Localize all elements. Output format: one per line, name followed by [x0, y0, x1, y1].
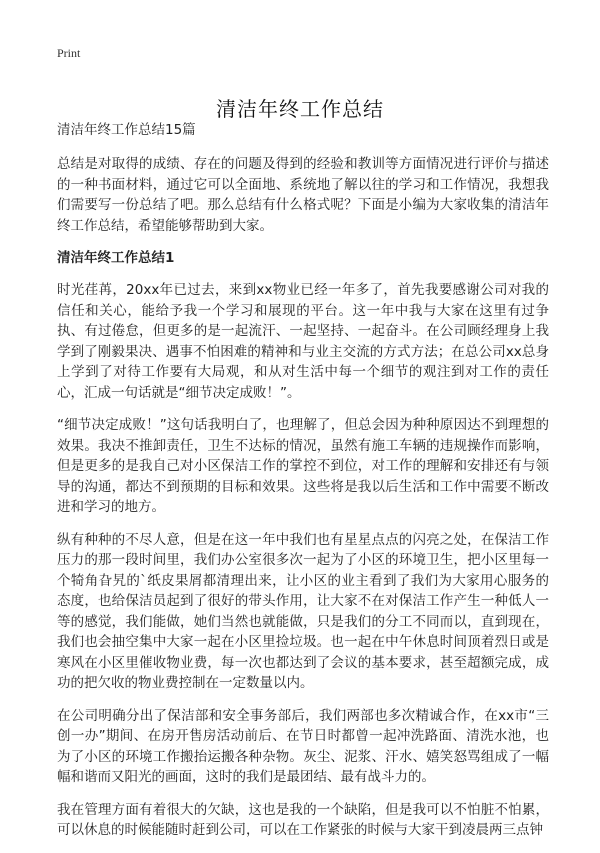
body-paragraph: 我在管理方面有着很大的欠缺，这也是我的一个缺陷，但是我可以不怕脏不怕累，可以休息的时候能随时赶到公司，可以在工作紧张的时候与大家干到凌晨两三点钟 [57, 801, 549, 838]
intro-paragraph: 总结是对取得的成绩、存在的问题及得到的经验和教训等方面情况进行评价与描述的一种书面材料，通过它可以全面地、系统地了解以往的学习和工作情况，我想我们需要写一份总结了吧。那么总结有什么格式呢？下面是小编为大家收集的清洁年终工作总结，希望能够帮助到大家。 [57, 156, 549, 234]
body-paragraph: 时光荏苒，20xx年已过去，来到xx物业已经一年多了，首先我要感谢公司对我的信任和关心，能给予我一个学习和展现的平台。这一年中我与大家在这里有过争执、有过倦怠，但更多的是一起流汗、一起坚持、一起奋斗。在公司顾经理身上我学到了刚毅果决、遇事不怕困难的精神和与业主交流的方式方法；在总公司xx总身上学到了对待工作要有大局观，和从对生活中每一个细节的观注到对工作的责任心，汇成一句话就是“细节决定成败！”。 [57, 282, 549, 401]
body-paragraph: “细节决定成败！”这句话我明白了，也理解了，但总会因为种种原因达不到理想的效果。我决不推卸责任，卫生不达标的情况，虽然有施工车辆的违规操作而影响，但是更多的是我自己对小区保洁工作的掌控不到位，对工作的理解和安排还有与领导的沟通，都达不到预期的目标和效果。这些将是我以后生活和工作中需要不断改进和学习的地方。 [57, 417, 549, 515]
body-paragraph: 纵有种种的不尽人意，但是在这一年中我们也有星星点点的闪亮之处，在保洁工作压力的那一段时间里，我们办公室很多次一起为了小区的环境卫生，把小区里每一个犄角旮旯的`纸皮果屑都清理出来，让小区的业主看到了我们为大家用心服务的态度，也给保洁员起到了很好的带头作用，让大家不在对保洁工作产生一种低人一等的感觉，我们能做，她们当然也就能做，只是我们的分工不同而以，直到现在，我们也会抽空集中大家一起在小区里捡垃圾。也一起在中午休息时间顶着烈日或是寒风在小区里催收物业费，每一次也都达到了会议的基本要求，甚至超额完成，成功的把欠收的物业费控制在一定数量以内。 [57, 531, 549, 691]
document-subtitle: 清洁年终工作总结15篇 [57, 122, 196, 138]
print-link[interactable]: Print [57, 46, 81, 60]
section-heading: 清洁年终工作总结1 [57, 250, 175, 266]
document-body [57, 120, 549, 853]
document-title: 清洁年终工作总结 [216, 97, 384, 122]
body-paragraph: 在公司明确分出了保洁部和安全事务部后，我们两部也多次精诚合作，在xx市“三创一办”期间、在房开售房活动前后、在节日时都曾一起冲洗路面、清洗水池，也为了小区的环境工作搬抬运搬各种杂物。灰尘、泥浆、汗水、嬉笑怒骂组成了一幅幅和谐而又阳光的画面，这时的我们是最团结、最有战斗力的。 [57, 707, 549, 785]
